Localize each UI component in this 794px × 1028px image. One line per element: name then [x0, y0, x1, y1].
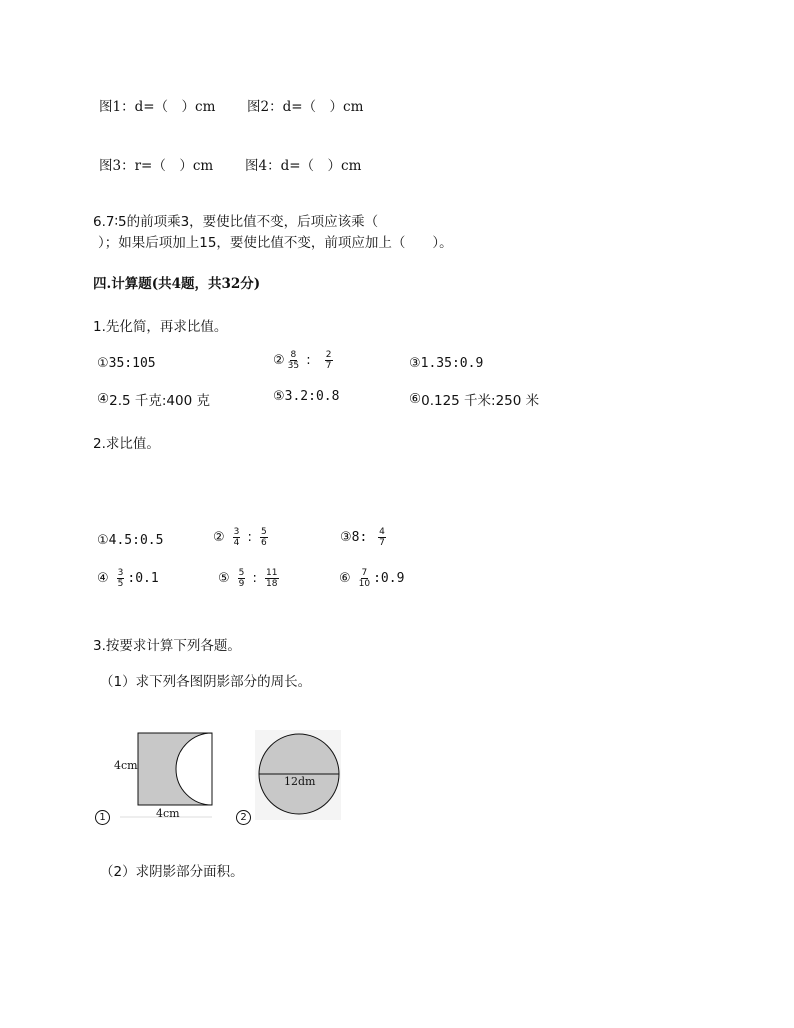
ratio-colon: : [243, 530, 257, 545]
denominator: 7 [325, 361, 332, 371]
denominator: 6 [261, 538, 267, 548]
item-expression: 4.5:0.5 [108, 533, 164, 548]
question-6-line2: ）；如果后项加上15，要使比值不变，前项应加上（ ）。 [98, 235, 453, 251]
bottom-length-label: 4cm [156, 807, 180, 820]
numerator: 8 [290, 350, 297, 360]
fig4-answer: 图4：d=（ ）cm [245, 158, 362, 174]
q1-item-2 [273, 350, 336, 371]
denominator: 5 [117, 579, 124, 589]
q1-item-3 [409, 356, 483, 371]
item-number: ③ [409, 356, 421, 371]
ratio-colon: : [248, 571, 262, 586]
numerator: 5 [261, 527, 267, 537]
item-number: ⑥ [409, 391, 422, 407]
q2-item-5 [218, 568, 282, 589]
fraction [359, 568, 370, 589]
item-number: ④ [97, 571, 109, 586]
q2-title: 2.求比值。 [93, 436, 160, 452]
q3-title: 3.按要求计算下列各题。 [93, 638, 241, 654]
q3-part2: （2）求阴影部分面积。 [100, 864, 244, 880]
q1-item-4 [97, 389, 210, 409]
numerator: 5 [238, 568, 245, 578]
diameter-label: 12dm [284, 775, 316, 788]
fraction [238, 568, 246, 589]
item-number: ① [97, 356, 109, 371]
item-number: ③ [340, 530, 352, 545]
fig2-answer: 图2：d=（ ）cm [247, 99, 364, 115]
figure-2 [233, 728, 348, 830]
figure-1 [92, 720, 222, 830]
denominator: 35 [287, 361, 300, 371]
fraction [260, 527, 268, 548]
item-number: ① [97, 533, 109, 548]
denominator: 18 [266, 579, 278, 589]
item-expression: 3.2:0.8 [284, 389, 340, 404]
denominator: 9 [238, 579, 245, 589]
item-expression: 0.125 千米:250 米 [421, 393, 540, 409]
q2-item-6 [339, 568, 404, 589]
fig1-answer: 图1：d=（ ）cm [99, 99, 216, 115]
side-length-label: 4cm [114, 759, 138, 772]
item-number: ⑤ [273, 389, 285, 404]
fraction [325, 350, 333, 371]
item-expression: :0.1 [127, 571, 159, 586]
item-expression: 1.35:0.9 [420, 356, 484, 371]
fraction [265, 568, 278, 589]
q2-item-4 [97, 568, 159, 589]
item-expression: :0.9 [373, 571, 405, 586]
q2-item-3 [340, 527, 389, 548]
fraction [117, 568, 125, 589]
numerator: 2 [325, 350, 332, 360]
numerator: 3 [233, 527, 240, 537]
q1-item-5 [273, 389, 339, 404]
question-6-line1: 6.7∶5的前项乘3，要使比值不变，后项应该乘（ [93, 214, 379, 230]
figure-number: 1 [95, 810, 110, 825]
q2-item-2 [213, 527, 271, 548]
figure-number: 2 [236, 810, 251, 825]
item-number: ② [213, 530, 225, 545]
item-expression: 2.5 千克:400 克 [109, 393, 210, 409]
numerator: 11 [266, 568, 278, 578]
denominator: 10 [358, 579, 371, 589]
denominator: 4 [233, 538, 240, 548]
numerator: 7 [361, 568, 368, 578]
denominator: 7 [379, 538, 385, 548]
ratio-colon: : [302, 353, 315, 368]
fraction [233, 527, 241, 548]
item-number: ⑤ [218, 571, 230, 586]
q1-item-1 [97, 356, 156, 371]
item-number: ⑥ [339, 571, 351, 586]
fig3-answer: 图3：r=（ ）cm [99, 158, 214, 174]
q2-item-1 [97, 533, 163, 548]
item-expression: 35:105 [108, 356, 156, 371]
item-expression: 8: [351, 530, 376, 545]
q1-item-6 [409, 389, 539, 409]
q3-part1: （1）求下列各图阴影部分的周长。 [100, 674, 312, 690]
numerator: 3 [117, 568, 124, 578]
section-heading: 四.计算题(共4题，共32分) [93, 276, 261, 292]
item-number: ④ [97, 391, 110, 407]
fraction [288, 350, 299, 371]
fraction [378, 527, 386, 548]
q1-title: 1.先化简，再求比值。 [93, 319, 228, 335]
item-number: ② [273, 353, 285, 368]
numerator: 4 [379, 527, 385, 537]
